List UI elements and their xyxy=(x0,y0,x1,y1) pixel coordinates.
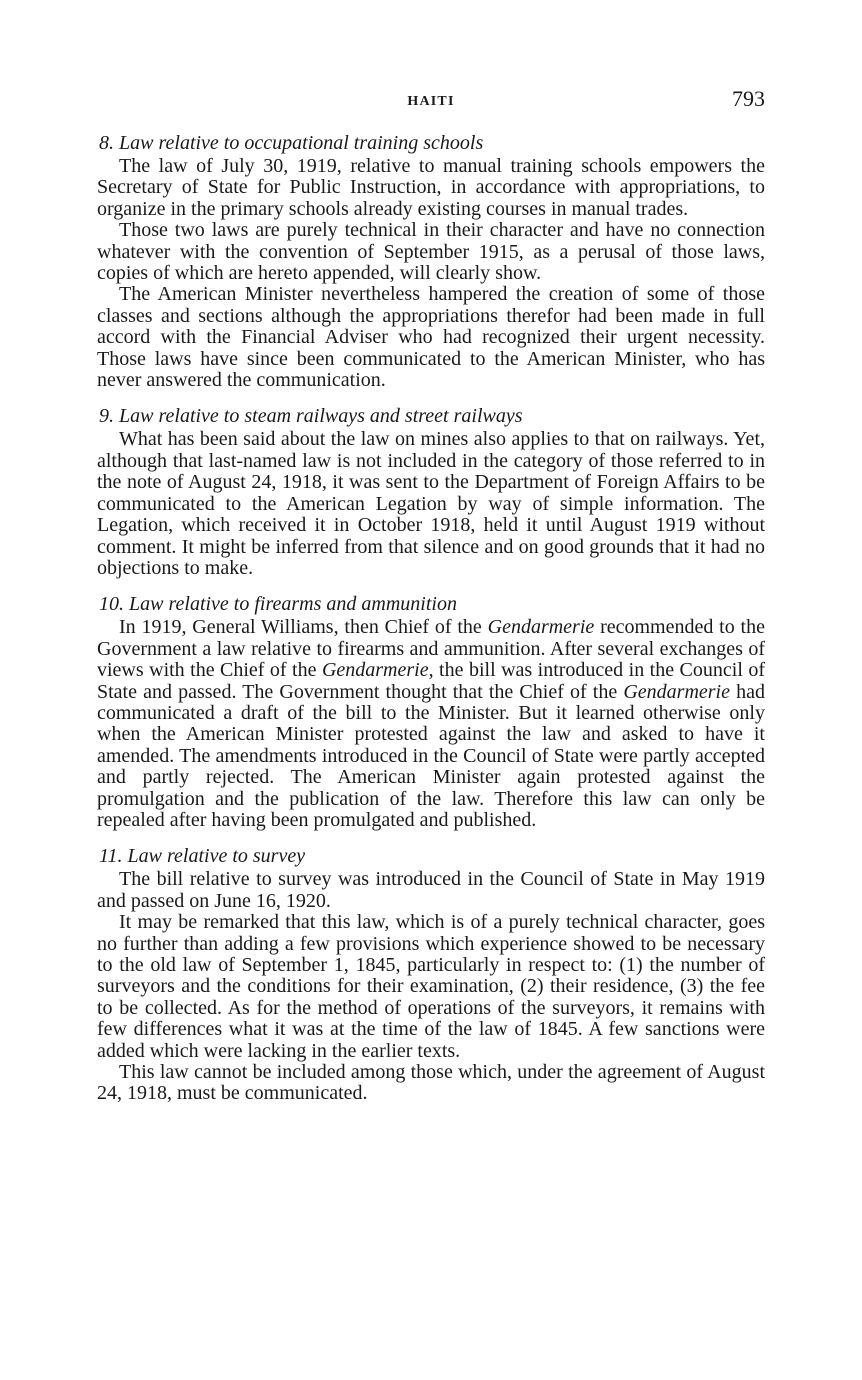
italic-term: Gendarmerie xyxy=(623,680,730,703)
paragraph: The American Minister nevertheless hampered the creation of some of those classes and sections although the appropriations therefor had been made in full accord with the Financial Adviser who had recognized their urgent necessity. Those laws have since been communicated to the American Minister, who has never answered the communication. xyxy=(97,283,765,392)
section-11 xyxy=(97,845,765,1104)
paragraph: It may be remarked that this law, which is of a purely technical character, goes no further than adding a few provisions which experience showed to be necessary to the old law of September 1, 1845, particularly in respect to: (1) the number of surveyors and the conditions for their examination, (2) their residence, (3) the fee to be collected. As for the method of operations of the surveyors, it remains with few differences what it was at the time of the law of 1845. A few sanctions were added which were lacking in the earlier texts. xyxy=(97,911,765,1062)
paragraph: Those two laws are purely technical in their character and have no connection whatever with the convention of September 1915, as a perusal of those laws, copies of which are hereto appended, will clearly show. xyxy=(97,219,765,285)
paragraph: The bill relative to survey was introduced in the Council of State in May 1919 and passed on June 16, 1920. xyxy=(97,868,765,912)
section-9 xyxy=(97,405,765,579)
italic-term: Gendarmerie xyxy=(487,616,595,639)
paragraph: In 1919, General Williams, then Chief of the Gendarmerie recommended to the Government a law relative to firearms and ammunition. After several exchanges of views with the Chief of the Gendarmerie, the bill was introduced in the Council of State and passed. The Government thought that the Chief of the Gendarmerie had communicated a draft of the bill to the Minister. But it learned otherwise only when the American Minister protested against the law and asked to have it amended. The amendments introduced in the Council of State were partly accepted and partly rejected. The American Minister again protested against the promulgation and the publication of the law. Therefore this law can only be repealed after having been promulgated and published. xyxy=(97,616,765,831)
paragraph: The law of July 30, 1919, relative to manual training schools empowers the Secretary of State for Public Instruction, in accordance with appropriations, to organize in the primary schools already existing courses in manual trades. xyxy=(97,155,765,220)
page-number: 793 xyxy=(732,86,765,111)
section-heading: 10. Law relative to firearms and ammunition xyxy=(99,593,457,616)
document-body xyxy=(97,132,765,1119)
section-8 xyxy=(97,132,765,391)
section-heading: 9. Law relative to steam railways and street railways xyxy=(99,405,523,428)
running-head: HAITI xyxy=(407,94,455,109)
paragraph: This law cannot be included among those which, under the agreement of August 24, 1918, must be communicated. xyxy=(97,1061,765,1105)
section-heading: 8. Law relative to occupational training schools xyxy=(99,132,484,154)
section-10 xyxy=(97,593,765,831)
page-header xyxy=(97,86,765,122)
section-heading: 11. Law relative to survey xyxy=(99,845,306,868)
italic-term: Gendarmerie xyxy=(321,659,429,682)
paragraph: What has been said about the law on mines also applies to that on railways. Yet, although that last-named law is not included in the category of those referred to in the note of August 24, 1918, it was sent to the Department of Foreign Affairs to be communicated to the American Legation by way of simple information. The Legation, which received it in October 1918, held it until August 1919 without comment. It might be inferred from that silence and on good grounds that it had no objections to make. xyxy=(97,428,765,579)
